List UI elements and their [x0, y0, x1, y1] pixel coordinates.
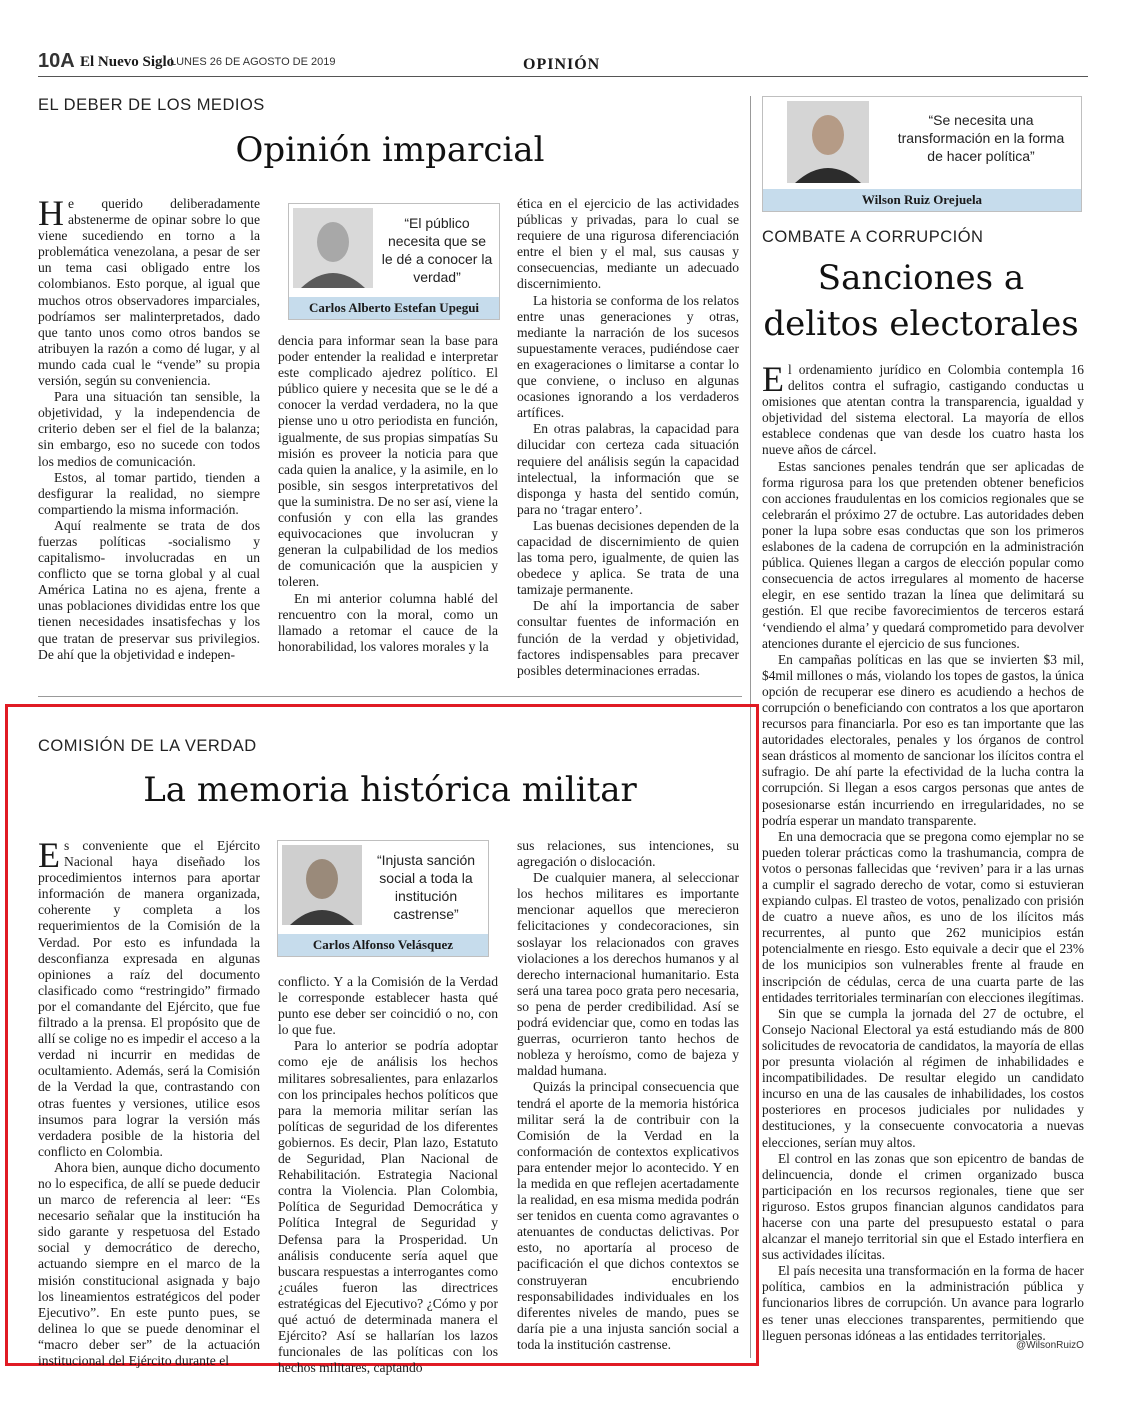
paragraph: dencia para informar sean la base para poder entender la realidad e interpretar este complicado ajedrez político. El público quiere y necesita que se le dé a conocer la verdad verdadera, no la que piense uno u otro periodista en función, igualmente, de sus propias simpatías Su misión es proveer la noticia para que cada quien la analice, y la asimile, en lo posible, sin sesgos interpretativos del que la suministra. De no ser así, viene la confusión y con ella las grandes equivocaciones que involucran y generan la culpabilidad de los medios de comunicación que la auspicien y toleren. [278, 333, 498, 590]
author-photo [293, 208, 373, 288]
drop-cap: H [38, 193, 64, 233]
paragraph: En una democracia que se pregona como ejemplar no se pueden tolerar prácticas como la trashumancia, compra de votos o personas fallecidas que ‘reviven’ para ir a las urnas a cumplir el sagrado derecho de votar, como si estuvieran expiando culpas. El trasteo de votos, penalizado con prisión de cuatro a nueve años, es uno de los ilícitos más recurrentes, al punto que 262 municipios están potencialmente en riesgo. Esto equivale a decir que el 23% de los municipios son vulnerables frente al fraude en inscripción de cédulas, cerca de una cuarta parte de las entidades territoriales terminarían con elecciones ilegítimas. [762, 828, 1084, 1005]
paragraph: Aquí realmente se trata de dos fuerzas políticas -socialismo y capitalismo- involucradas en un conflicto que se torna global y al cual América Latina no es ajena, frente a unas poblaciones divididas entre los que tienen necesidades insatisfechas y los que tratan de preservar sus privilegios. De ahí que la objetividad e indepen- [38, 517, 260, 662]
paragraph: ética en el ejercicio de las actividades públicas y privadas, para lo cual se requiere de una rigurosa diferenciación entre el bien y el mal, sus causas y consecuencias, mediante un adecuado discernimiento. [517, 196, 739, 292]
paragraph: Ahora bien, aunque dicho documento no lo especifica, de allí se puede deducir un marco de referencia al leer: “Es necesario señalar que la institución ha sido garante y respetuosa del Estado social y democrático de derecho, actuando siempre en el marco de la misión constitucional asignada y bajo los lineamientos estratégicos del poder Ejecutivo”. En este punto pues, se delinea lo que se puede denominar el “macro deber ser” de la actuación institucional del Ejército durante el [38, 1159, 260, 1368]
article1-quote-box [288, 203, 500, 320]
author-byline: Carlos Alberto Estefan Upegui [289, 297, 499, 319]
paragraph: La historia se conforma de los relatos entre unas generaciones y otras, mediante la narración de los sucesos supuestamente veraces, pudiéndose caer en exageraciones o limitarse a contar lo que conviene, o incluso en algunas ocasiones ignorando a los verdaderos artífices. [517, 292, 739, 421]
article2-col1 [38, 835, 260, 1368]
drop-cap: E [38, 835, 60, 875]
paragraph-text: e querido deliberadamente abstenerme de opinar sobre lo que viene sucediendo en torno a la problemática venezolana, a pesar de ser un tema casi obligado entre los colombianos. Esto porque, al igual que muchos otros observadores imparciales, podríamos ser malinterpretados, dado que tanto unos como otros bandos se atribuyen la razón a como dé lugar, y al mundo cada cual le “vende” su propia versión, según su conveniencia. [38, 196, 260, 389]
article1-col3 [517, 196, 739, 678]
masthead-rule [38, 76, 1088, 77]
pull-quote: “El público necesita que se le dé a conocer la verdad” [381, 215, 493, 285]
paragraph [38, 193, 260, 389]
paragraph [762, 359, 1084, 459]
paper-name: El Nuevo Siglo [80, 54, 175, 70]
article3-headline-line1: Sanciones a [817, 258, 1025, 298]
article2-col2 [278, 974, 498, 1376]
paragraph: Quizás la principal consecuencia que tendrá el aporte de la memoria histórica militar será la de contribuir con la Comisión de la Verdad en la conformación de contextos explicativos para entender mejor lo acontecido. Y en la medida en que reflejen acertadamente la realidad, en esa misma medida podrán ser tenidos en cuenta como agravantes o atenuantes de conductas delictivas. Por esto, no aportaría al proceso de pacificación el que dichos contextos se construyeran encubriendo responsabilidades individuales en los diferentes niveles de mando, pues se daría pie a una injusta sanción social a toda la institución castrense. [517, 1079, 739, 1352]
author-photo [787, 101, 869, 183]
pull-quote: “Injusta sanción social a toda la institución castrense” [376, 852, 476, 922]
author-byline: Carlos Alfonso Velásquez [278, 934, 488, 956]
article2-headline: La memoria histórica militar [143, 770, 637, 810]
paragraph: De cualquier manera, al seleccionar los hechos militares es importante mencionar aquellos que merecieron felicitaciones y condecoraciones, sin soslayar los relacionados con graves violaciones a los derechos humanos y al derecho internacional humanitario. Esta será una tarea poco grata pero necesaria, so pena de perder credibilidad. Así se podrá evidenciar que, como en todas las guerras, ocurrieron tanto hechos de nobleza y heroísmo, como de bajeza y maldad humana. [517, 870, 739, 1079]
paragraph: El país necesita una transformación en la forma de hacer política, cambios en la administración pública y funcionarios libres de corrupción. Un avance para lograrlo es tener unas elecciones transparentes, permitiendo que lleguen personas idóneas a las entidades territoriales. [762, 1263, 1084, 1343]
article1-kicker: EL DEBER DE LOS MEDIOS [38, 96, 265, 114]
author-byline: Wilson Ruiz Orejuela [763, 189, 1081, 211]
article3-headline-line2: delitos electorales [763, 304, 1079, 344]
author-photo [282, 845, 362, 925]
paragraph: Sin que se cumpla la jornada del 27 de octubre, el Consejo Nacional Electoral ya está estudiando más de 800 solicitudes de revocatoria de candidatos, la mayoría de ellas por presunta violación al régimen de inhabilidades e incompatibilidades. De resultar elegido un candidato incurso en una de las causales de inhabilidades, los costos posteriores en procesos judiciales por nulidades y destituciones, y la consecuente convocatoria a nuevas elecciones, serían muy altos. [762, 1005, 1084, 1150]
page-number: 10A [38, 50, 75, 72]
paragraph: sus relaciones, sus intenciones, su agregación o dislocación. [517, 838, 739, 870]
paragraph: Para una situación tan sensible, la objetividad, y la independencia de criterio deben ser el fiel de la balanza; sin embargo, eso no sucede con todos los medios de comunicación. [38, 389, 260, 469]
paragraph: Para lo anterior se podría adoptar como eje de análisis los hechos militares sobresalientes, para enlazarlos con los principales hechos políticos que para la memoria militar serían las políticas de seguridad de los diferentes gobiernos. Es decir, Plan lazo, Estatuto de Seguridad, Plan Nacional de Rehabilitación. Estrategia Nacional contra la Violencia. Plan Colombia, Política de Seguridad Democrática y Política Integral de Seguridad y Defensa para la Prosperidad. Un análisis conducente sería aquel que buscara respuestas a interrogantes como ¿cuáles fueron las directrices estratégicas del Ejecutivo? ¿Cómo y por qué actuó de determinada manera el Ejército? Así se hallarían los lazos funcionales de las políticas con los hechos militares, captando [278, 1038, 498, 1376]
paragraph [38, 835, 260, 1160]
pull-quote: “Se necesita una transformación en la forma de hacer política” [897, 112, 1065, 164]
paragraph: En otras palabras, la capacidad para dilucidar con certeza cada situación requiere del análisis según la capacidad intelectual, la información que se disponga y hasta del sentido común, para no ‘tragar entero’. [517, 421, 739, 517]
paragraph: De ahí la importancia de saber consultar fuentes de información en función de la verdad y objetividad, factores indispensables para precaver posibles determinaciones erradas. [517, 598, 739, 678]
paragraph: En campañas políticas en las que se invierten $3 mil, $4mil millones o más, violando los topes de gastos, la única opción de recuperar ese dinero es acudiendo a hechos de corrupción o beneficiando con contratos a los que aportaron recursos para financiarla. Por eso es tan importante que las autoridades electorales, penales y los órganos de control sean drásticos al momento de sancionar los ilícitos contra el sufragio. De ahí parte la efectividad de la lucha contra la corrupción. Si llegan a esos cargos personas que antes de posesionarse están incurriendo en irregularidades, no se podría esperar un mandato transparente. [762, 651, 1084, 828]
drop-cap: E [762, 359, 784, 399]
section-title: OPINIÓN [523, 56, 601, 73]
article1-headline: Opinión imparcial [235, 130, 545, 170]
article3-quote-box [762, 96, 1082, 212]
issue-date: LUNES 26 DE AGOSTO DE 2019 [170, 56, 336, 68]
paragraph: El control en las zonas que son epicentro de bandas de delincuencia, donde el crimen organizado busca participación en los recursos regionales, tiene que ser riguroso. Estos grupos financian algunos candidatos para hacerse con una parte del presupuesto estatal o para alcanzar el manejo territorial sin que el Estado interfiera en sus actividades ilícitas. [762, 1150, 1084, 1263]
paragraph: conflicto. Y a la Comisión de la Verdad le corresponde establecer hasta qué punto ese deber ser coincidió o no, con lo que fue. [278, 974, 498, 1038]
masthead [38, 50, 1088, 76]
paragraph: En mi anterior columna hablé del rencuentro con la moral, como un llamado a retomar el cauce de la honorabilidad, los valores morales y la [278, 590, 498, 654]
article1-col2 [278, 333, 498, 673]
section-divider [38, 696, 742, 697]
paragraph: Las buenas decisiones dependen de la capacidad de discernimiento de quien las toma pero, igualmente, de quien las obedece y aplica. Se trata de una tamizaje permanente. [517, 517, 739, 598]
article2-quote-box [277, 840, 489, 957]
paragraph: Estas sanciones penales tendrán que ser aplicadas de forma rigurosa para los que pretenden obtener beneficios con acciones fraudulentas en los comicios regionales que se celebrarán el próximo 27 de octubre. Las autoridades deben poner la lupa sobre esas conductas que son los primeros eslabones de la cadena de corrupción en la administración pública. Quienes llegan a cargos de elección popular como consecuencia de actos irregulares al momento de hacerse elegir, en ese sentido trazan la línea que delimitará su gestión. El que recibe favorecimientos de terceros estará ‘vendiendo el alma’ y quedará comprometido para devolver atenciones durante el ejercicio de sus funciones. [762, 458, 1084, 651]
author-handle: @WilsonRuizO [1016, 1340, 1084, 1351]
article2-kicker: COMISIÓN DE LA VERDAD [38, 737, 257, 755]
article3-kicker: COMBATE A CORRUPCIÓN [762, 228, 984, 246]
article1-col1 [38, 193, 260, 672]
paragraph-text: l ordenamiento jurídico en Colombia contempla 16 delitos contra el sufragio, castigando conductas u omisiones que atentan contra la transparencia, igualdad y objetividad del sistema electoral. La mayoría de ellos establece condenas que van desde los cuatro hasta los nueve años de cárcel. [762, 362, 1084, 458]
paragraph-text: s conveniente que el Ejército Nacional haya diseñado los procedimientos internos para aportar información de manera organizada, coherente y completa a los requerimientos de la Comisión de la Verdad. Por esto es infundada la desconfianza expresada en algunas opiniones a raíz del documento clasificado como “restringido” firmado por el comandante del Ejército, que fue filtrado a la prensa. El propósito que de allí se colige no es impedir el acceso a la verdad ni incurrir en medidas de ocultamiento. Además, será la Comisión de la Verdad la que, contrastando con otras fuentes y versiones, utilice esos insumos para lograr la versión más verdadera posible de la historia del conflicto en Colombia. [38, 838, 260, 1159]
article3-body [762, 359, 1084, 1343]
article2-col3 [517, 838, 739, 1352]
paragraph: Estos, al tomar partido, tienden a desfigurar la realidad, no siempre compartiendo la misma información. [38, 469, 260, 517]
